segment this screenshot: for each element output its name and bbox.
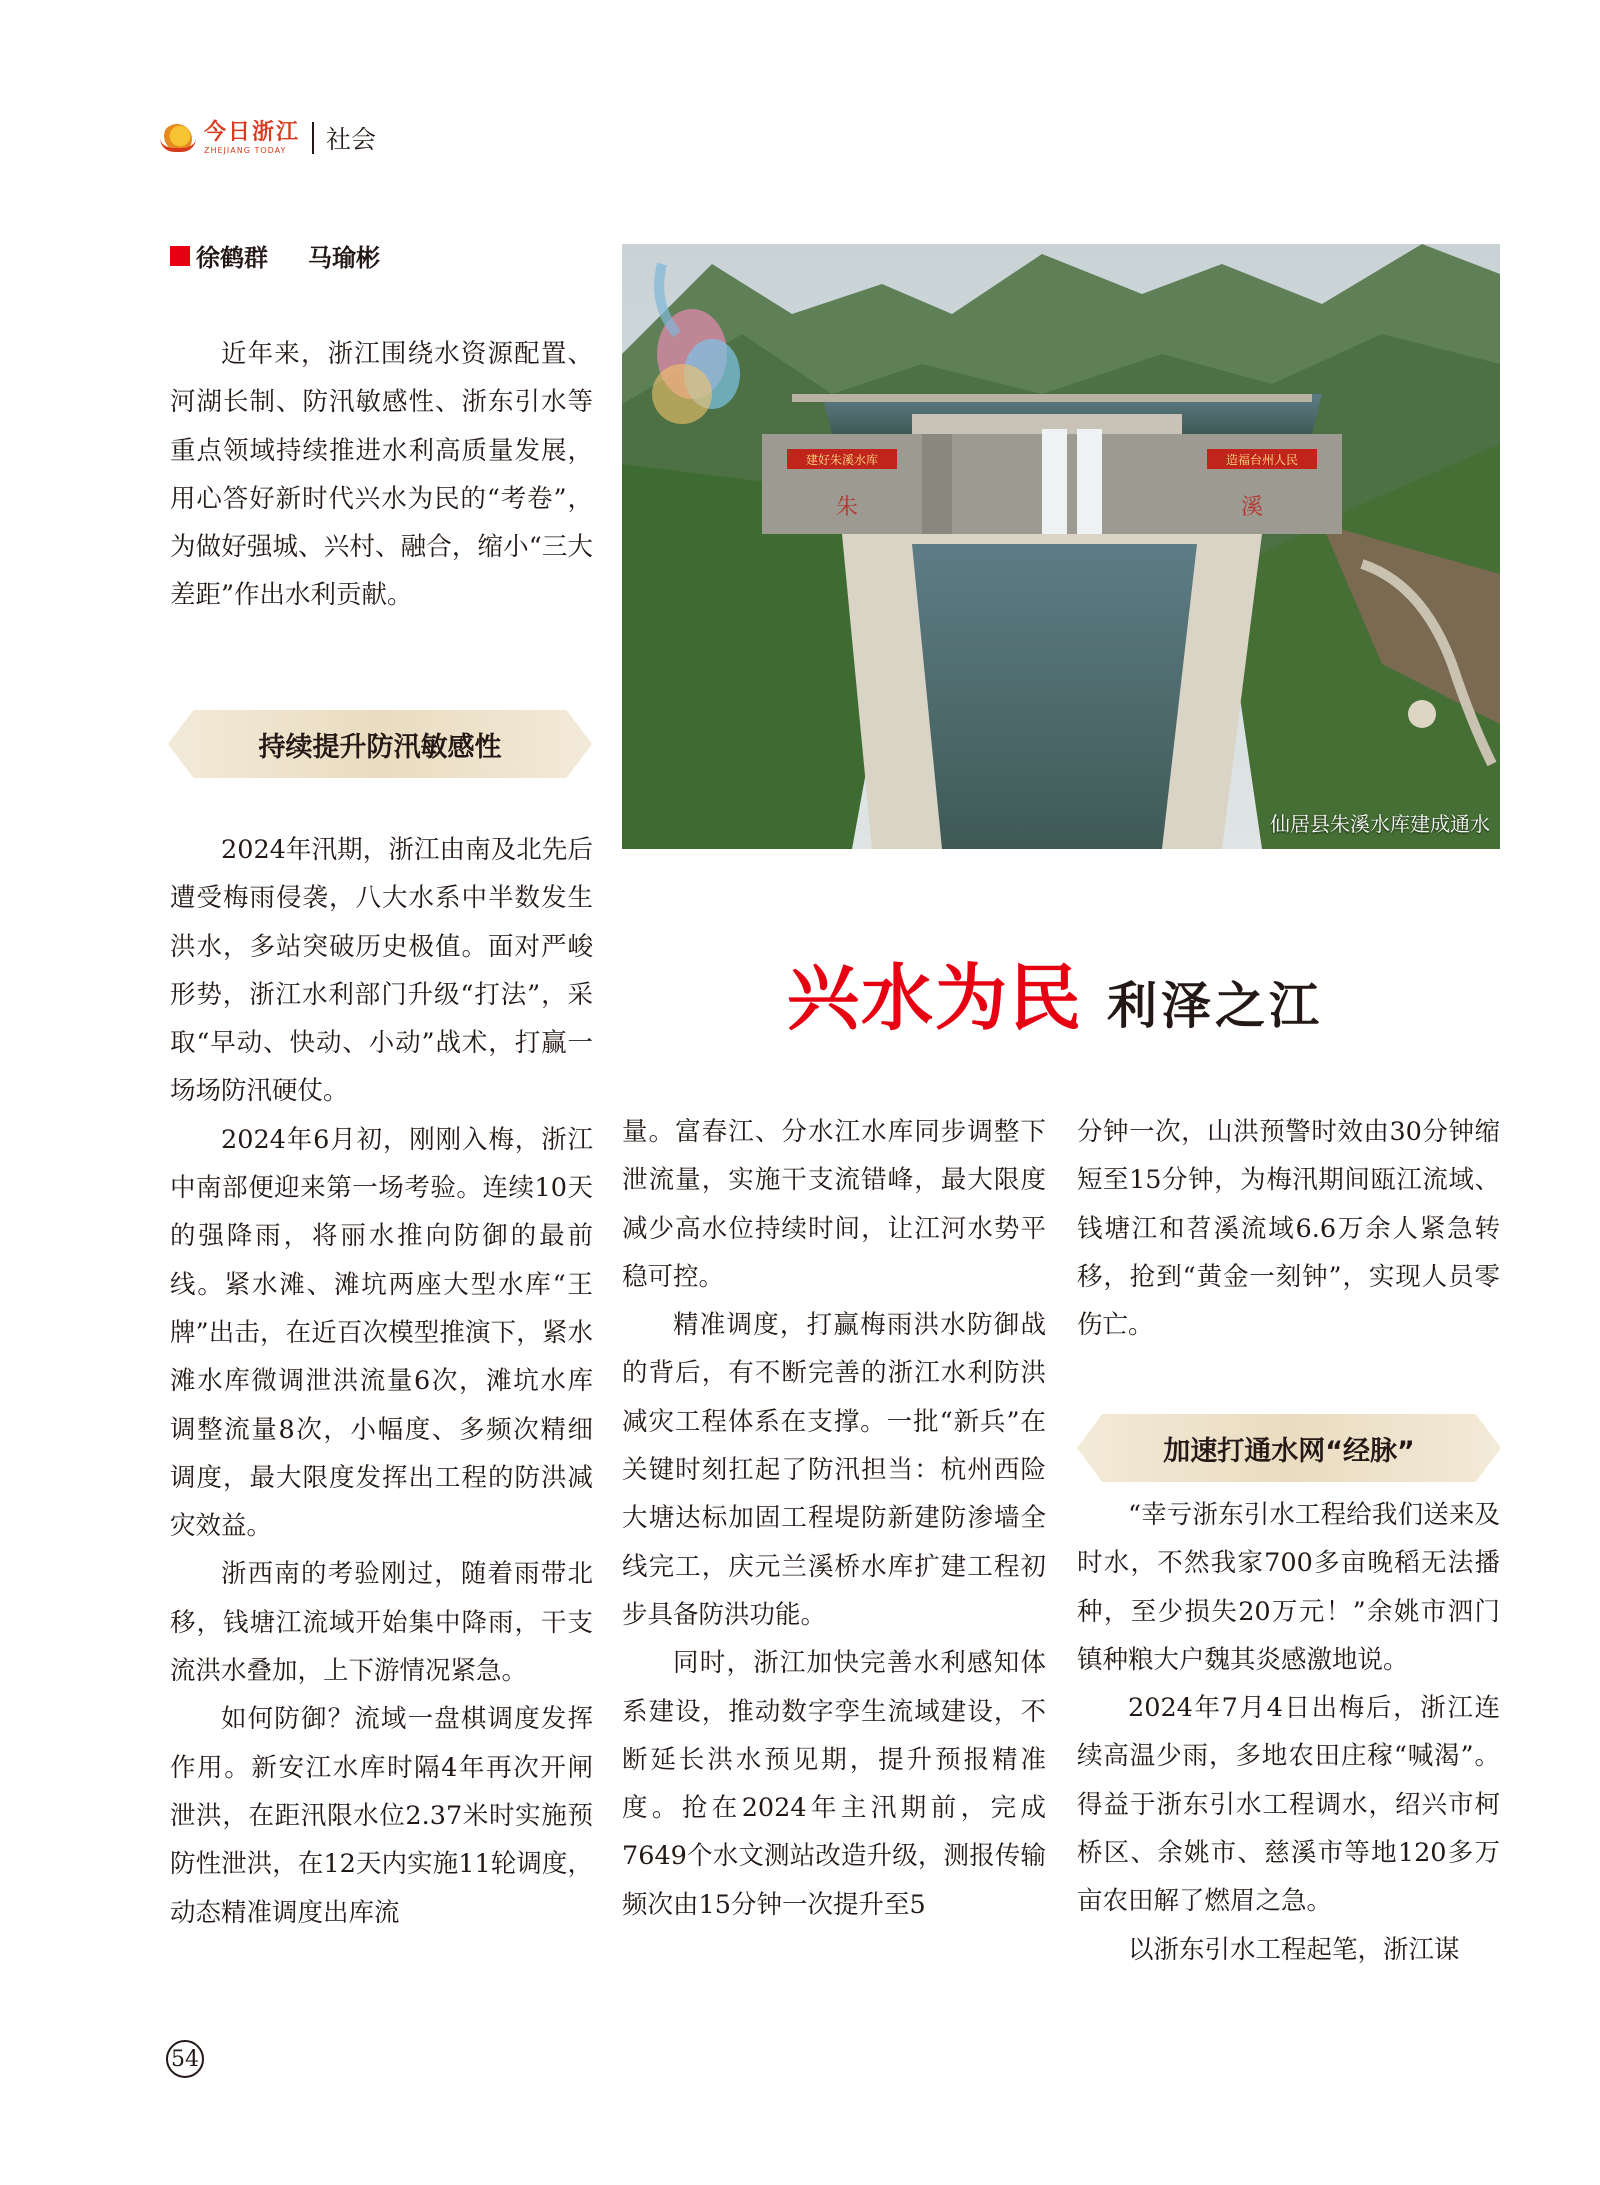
article-column-3-top [1077,1108,1500,1349]
dam-character-2: 溪 [1240,495,1264,520]
paragraph: 量。富春江、分水江水库同步调整下泄流量，实施干支流错峰，最大限度减少高水位持续时间，让江河水势平稳可控。 [622,1117,1046,1292]
intro-column [170,330,593,620]
logo-chinese: 今日浙江 [204,119,301,145]
paragraph: “幸亏浙东引水工程给我们送来及时水，不然我家700多亩晚稻无法播种，至少损失20万元！”余姚市泗门镇种粮大户魏其炎感激地说。 [1077,1500,1500,1675]
author-1: 徐鹤群 [196,244,268,272]
paragraph: 分钟一次，山洪预警时效由30分钟缩短至15分钟，为梅汛期间瓯江流域、钱塘江和苕溪流域6.6万余人紧急转移，抢到“黄金一刻钟”，实现人员零伤亡。 [1077,1117,1500,1341]
article-column-2 [622,1108,1046,1929]
subhead-water-network [1077,1414,1501,1482]
banner-left-text: 建好朱溪水库 [805,453,879,467]
article-column-1 [170,826,593,1937]
title-subtitle: 利泽之江 [1107,976,1324,1035]
byline [170,238,380,273]
banner-right-text: 造福台州人民 [1225,453,1299,467]
subhead-flood-sensitivity [168,710,592,778]
paragraph: 以浙东引水工程起笔，浙江谋 [1128,1934,1460,1965]
paragraph: 如何防御？流域一盘棋调度发挥作用。新安江水库时隔4年再次开闸泄洪，在距汛限水位2.37米时实施预防性泄洪，在12天内实施11轮调度，动态精准调度出库流 [170,1704,593,1928]
paragraph: 2024年7月4日出梅后，浙江连续高温少雨，多地农田庄稼“喊渴”。得益于浙东引水工程调水，绍兴市柯桥区、余姚市、慈溪市等地120多万亩农田解了燃眉之急。 [1077,1693,1500,1917]
page-number: 54 [166,2040,204,2078]
paragraph: 2024年汛期，浙江由南及北先后遭受梅雨侵袭，八大水系中半数发生洪水，多站突破历史极值。面对严峻形势，浙江水利部门升级“打法”，采取“早动、快动、小动”战术，打赢一场场防汛硬仗。 [170,835,593,1107]
article-title [787,940,1323,1044]
paragraph: 2024年6月初，刚刚入梅，浙江中南部便迎来第一场考验。连续10天的强降雨，将丽水推向防御的最前线。紧水滩、滩坑两座大型水库“王牌”出击，在近百次模型推演下，紧水滩水库微调泄洪流量6次，滩坑水库调整流量8次，小幅度、多频次精细调度，最大限度发挥出工程的防洪减灾效益。 [170,1124,593,1542]
logo-text [204,119,301,155]
paragraph: 浙西南的考验刚过，随着雨带北移，钱塘江流域开始集中降雨，干支流洪水叠加，上下游情况紧急。 [170,1559,593,1687]
logo-english: ZHEJIANG TODAY [204,145,287,155]
photo-caption: 仙居县朱溪水库建成通水 [1270,812,1490,836]
dam-character-1: 朱 [835,495,859,520]
subhead-2-text: 加速打通水网“经脉” [1163,1435,1415,1467]
author-2: 马瑜彬 [308,244,380,272]
header-divider [312,122,314,154]
subhead-1-text: 持续提升防汛敏感性 [258,731,502,763]
byline-marker-icon [170,246,190,266]
paragraph: 精准调度，打赢梅雨洪水防御战的背后，有不断完善的浙江水利防洪减灾工程体系在支撑。一批“新兵”在关键时刻扛起了防汛担当：杭州西险大塘达标加固工程堤防新建防渗墙全线完工，庆元兰溪桥水库扩建工程初步具备防洪功能。 [622,1310,1046,1630]
title-main: 兴水为民 [787,956,1084,1040]
magazine-header [160,118,376,158]
section-name: 社会 [326,125,377,154]
paragraph: 同时，浙江加快完善水利感知体系建设，推动数字孪生流域建设，不断延长洪水预见期，提升预报精准度。抢在2024年主汛期前，完成7649个水文测站改造升级，测报传输频次由15分钟一次提升至5 [622,1648,1046,1920]
zhejiang-today-logo-icon [160,120,196,156]
article-column-3-bottom [1077,1491,1500,1974]
intro-paragraph: 近年来，浙江围绕水资源配置、河湖长制、防汛敏感性、浙东引水等重点领域持续推进水利高质量发展，用心答好新时代兴水为民的“考卷”，为做好强城、兴村、融合，缩小“三大差距”作出水利贡献。 [170,339,593,611]
reservoir-photo [622,244,1500,849]
